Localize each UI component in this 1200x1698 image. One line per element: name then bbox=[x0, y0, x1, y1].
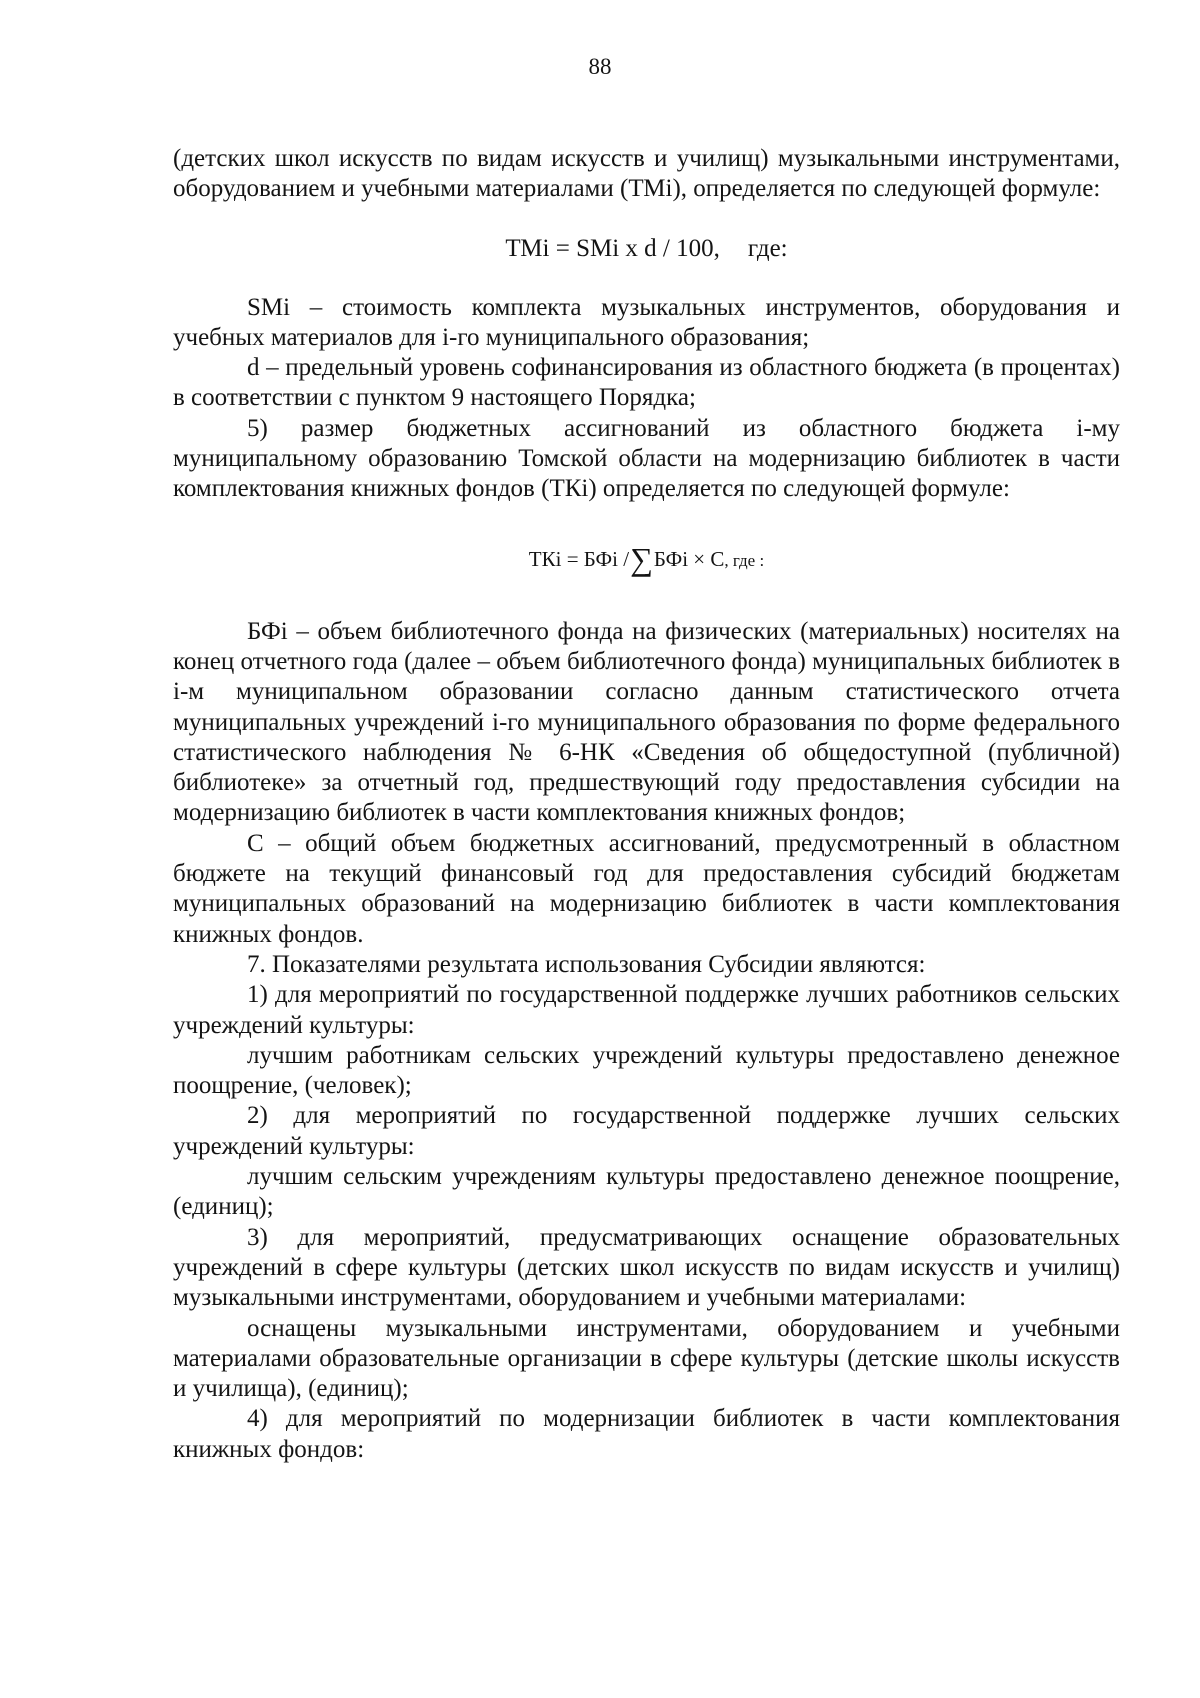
formula-tk-left: ТКi = БФi / bbox=[528, 546, 630, 571]
formula-tk-suffix: , где : bbox=[724, 550, 765, 570]
page-number: 88 bbox=[588, 54, 612, 79]
formula-tm-suffix: где: bbox=[747, 234, 788, 262]
paragraph-d-definition: d – предельный уровень софинансирования из областного бюджета (в процентах) в соответствии с пунктом 9 настоящего Порядка; bbox=[173, 354, 1120, 412]
formula-tk-right: БФi × С bbox=[653, 546, 725, 571]
paragraph-c-definition: С – общий объем бюджетных ассигнований, предусмотренный в областном бюджете на текущий финансовый год для предоставления субсидий бюджетам муниципальных образований на модернизацию библиотек в части комплектования книжных фондов. bbox=[173, 829, 1120, 948]
paragraph-section-7: 7. Показателями результата использования Субсидии являются: bbox=[247, 950, 926, 978]
paragraph-item-3-indicator: оснащены музыкальными инструментами, оборудованием и учебными материалами образовательные организации в сфере культуры (детские школы искусств и училища), (единиц); bbox=[173, 1314, 1120, 1403]
paragraph-item-5: 5) размер бюджетных ассигнований из областного бюджета i-му муниципальному образованию Томской области на модернизацию библиотек в части комплектования книжных фондов (ТКi) определяется по следующей формуле: bbox=[173, 414, 1120, 503]
paragraph-item-2: 2) для мероприятий по государственной поддержке лучших сельских учреждений культуры: bbox=[173, 1102, 1120, 1160]
paragraph-bfi-definition: БФi – объем библиотечного фонда на физических (материальных) носителях на конец отчетного года (далее – объем библиотечного фонда) муниципальных библиотек в i-м муниципальном образовании согласно данным статистического отчета муниципальных учреждений i-го муниципального образования по форме федерального статистического наблюдения № 6-НК «Сведения об общедоступной (публичной) библиотеке» за отчетный год, предшествующий году предоставления субсидии на модернизацию библиотек в части комплектования книжных фондов; bbox=[173, 617, 1120, 827]
sum-symbol: ∑ bbox=[630, 540, 653, 577]
formula-tm-expression: ТМi = SMi x d / 100, bbox=[505, 234, 720, 262]
paragraph-item-4: 4) для мероприятий по модернизации библиотек в части комплектования книжных фондов: bbox=[173, 1405, 1120, 1463]
paragraph-smi-definition: SMi – стоимость комплекта музыкальных инструментов, оборудования и учебных материалов для i-го муниципального образования; bbox=[173, 293, 1120, 351]
paragraph-item-3: 3) для мероприятий, предусматривающих оснащение образовательных учреждений в сфере культуры (детских школ искусств по видам искусств и училищ) музыкальными инструментами, оборудованием и учебными материалами: bbox=[173, 1223, 1120, 1312]
paragraph-item-2-indicator: лучшим сельским учреждениям культуры предоставлено денежное поощрение, (единиц); bbox=[173, 1163, 1120, 1221]
paragraph-intro: (детских школ искусств по видам искусств и училищ) музыкальными инструментами, оборудованием и учебными материалами (ТМi), определяется по следующей формуле: bbox=[173, 145, 1120, 203]
document-body bbox=[173, 144, 1120, 1465]
paragraph-item-1-indicator: лучшим работникам сельских учреждений культуры предоставлено денежное поощрение, (человек); bbox=[173, 1041, 1120, 1100]
formula-tm bbox=[173, 234, 1120, 264]
paragraph-item-1: 1) для мероприятий по государственной поддержке лучших работников сельских учреждений культуры: bbox=[173, 981, 1120, 1039]
formula-tk bbox=[173, 542, 1120, 578]
